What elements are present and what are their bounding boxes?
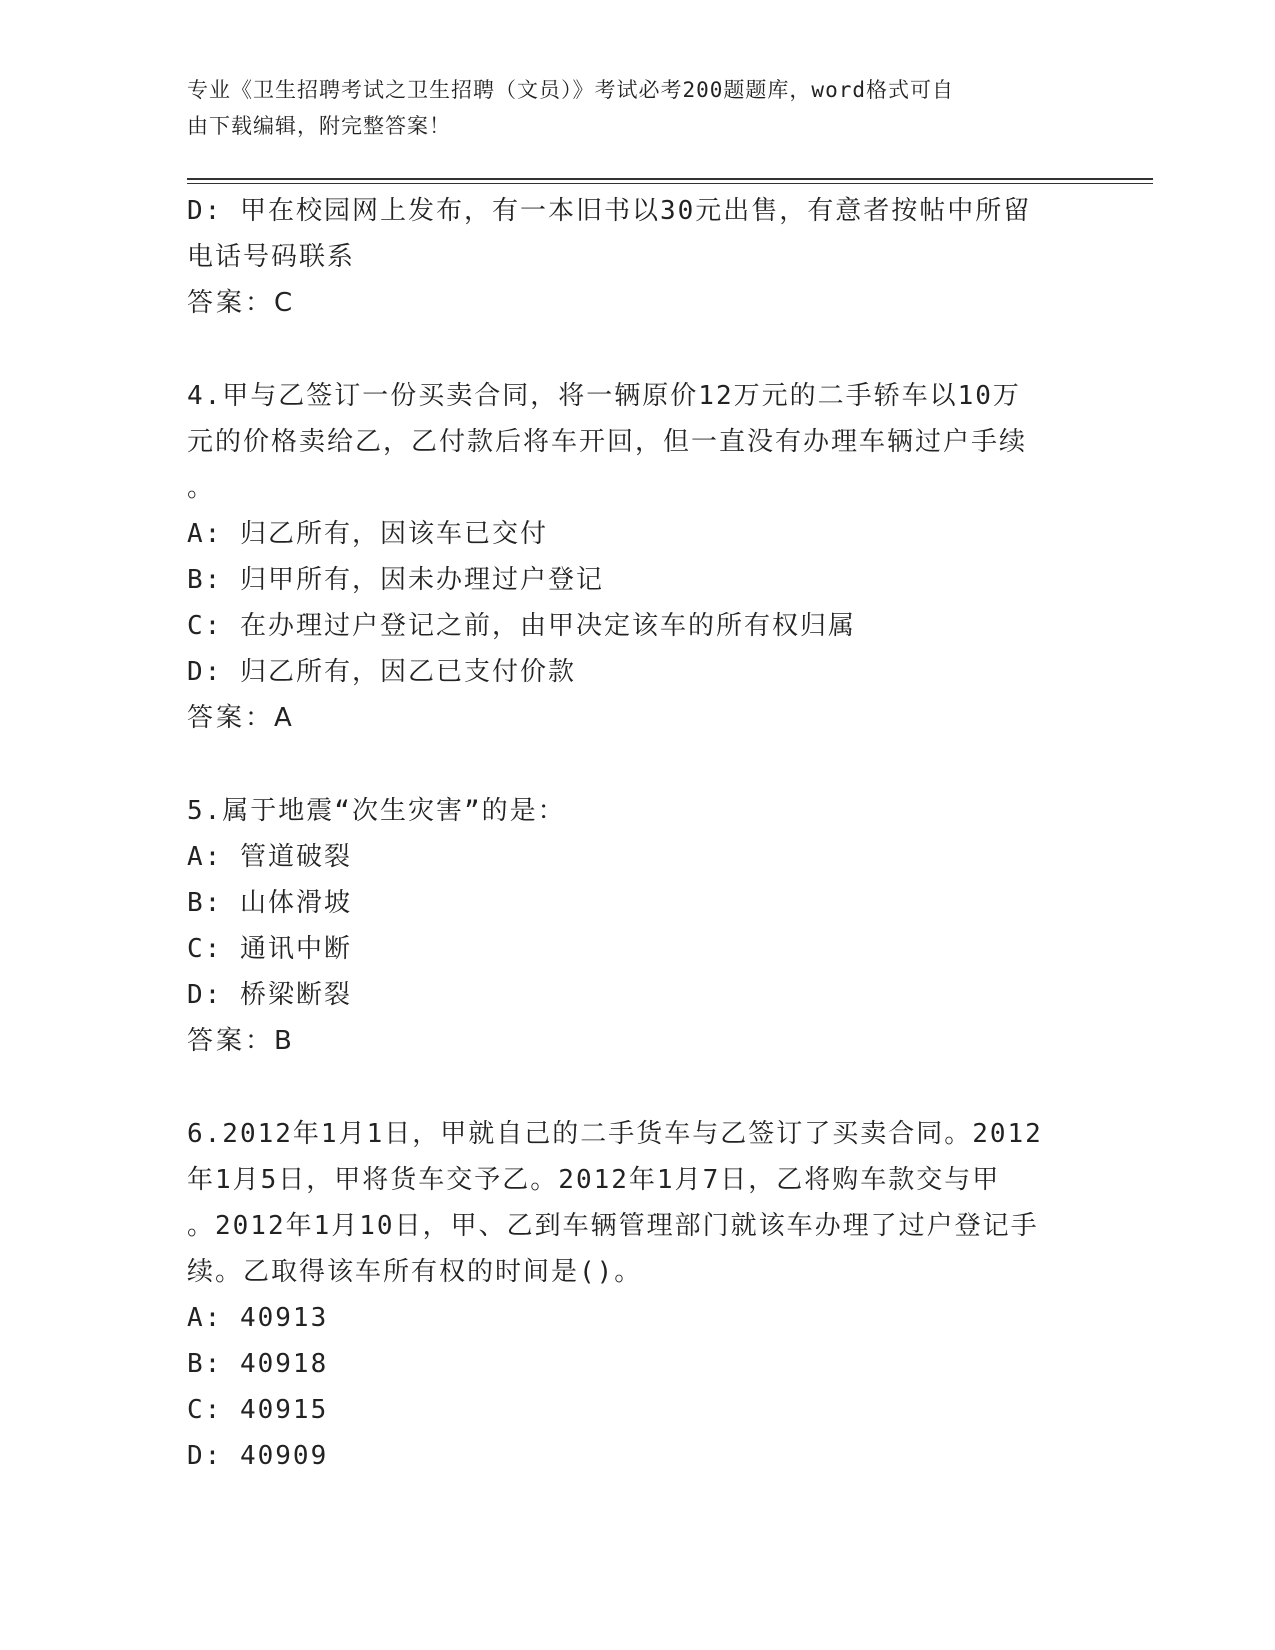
question-6 (187, 1111, 1087, 1479)
question-stem-line-3: 。2012年1月10日，甲、乙到车辆管理部门就该车办理了过户登记手 (187, 1211, 1039, 1241)
option-c: C: 40915 (187, 1395, 329, 1425)
option-a: A: 归乙所有，因该车已交付 (187, 519, 548, 549)
question-stem-line-3: 。 (187, 473, 216, 503)
option-c: C: 在办理过户登记之前，由甲决定该车的所有权归属 (187, 611, 856, 641)
question-stem-line-4: 续。乙取得该车所有权的时间是()。 (187, 1257, 643, 1287)
answer: 答案：C (187, 288, 296, 318)
header-divider-thick (187, 178, 1153, 180)
option-a: A: 40913 (187, 1303, 329, 1333)
option-d-line-2: 电话号码联系 (187, 242, 356, 272)
option-d: D: 归乙所有，因乙已支付价款 (187, 657, 576, 687)
option-a: A: 管道破裂 (187, 842, 352, 872)
header-divider-thin (187, 183, 1153, 184)
question-3-tail (187, 188, 1087, 326)
option-b: B: 山体滑坡 (187, 888, 352, 918)
option-d-line-1: D: 甲在校园网上发布，有一本旧书以30元出售，有意者按帖中所留 (187, 196, 1032, 226)
option-d: D: 40909 (187, 1441, 329, 1471)
question-5 (187, 788, 1087, 1064)
option-b: B: 40918 (187, 1349, 329, 1379)
option-b: B: 归甲所有，因未办理过户登记 (187, 565, 604, 595)
header-line-1: 专业《卫生招聘考试之卫生招聘（文员）》考试必考200题题库，word格式可自 (187, 78, 954, 102)
option-c: C: 通讯中断 (187, 934, 352, 964)
option-d: D: 桥梁断裂 (187, 980, 352, 1010)
spacer (187, 326, 1087, 373)
spacer (187, 741, 1087, 788)
page-header (187, 72, 1067, 144)
question-stem-line-1: 6.2012年1月1日，甲就自己的二手货车与乙签订了买卖合同。2012 (187, 1119, 1043, 1149)
question-stem-line-2: 元的价格卖给乙，乙付款后将车开回，但一直没有办理车辆过户手续 (187, 427, 1028, 457)
header-line-2: 由下载编辑，附完整答案！ (187, 114, 451, 138)
question-4 (187, 373, 1087, 741)
question-stem-line-1: 5.属于地震“次生灾害”的是： (187, 796, 566, 826)
document-body (187, 188, 1087, 1479)
answer: 答案：B (187, 1026, 295, 1056)
answer: 答案：A (187, 703, 295, 733)
spacer (187, 1064, 1087, 1111)
question-stem-line-1: 4.甲与乙签订一份买卖合同，将一辆原价12万元的二手轿车以10万 (187, 381, 1021, 411)
question-stem-line-2: 年1月5日，甲将货车交予乙。2012年1月7日，乙将购车款交与甲 (187, 1165, 1001, 1195)
